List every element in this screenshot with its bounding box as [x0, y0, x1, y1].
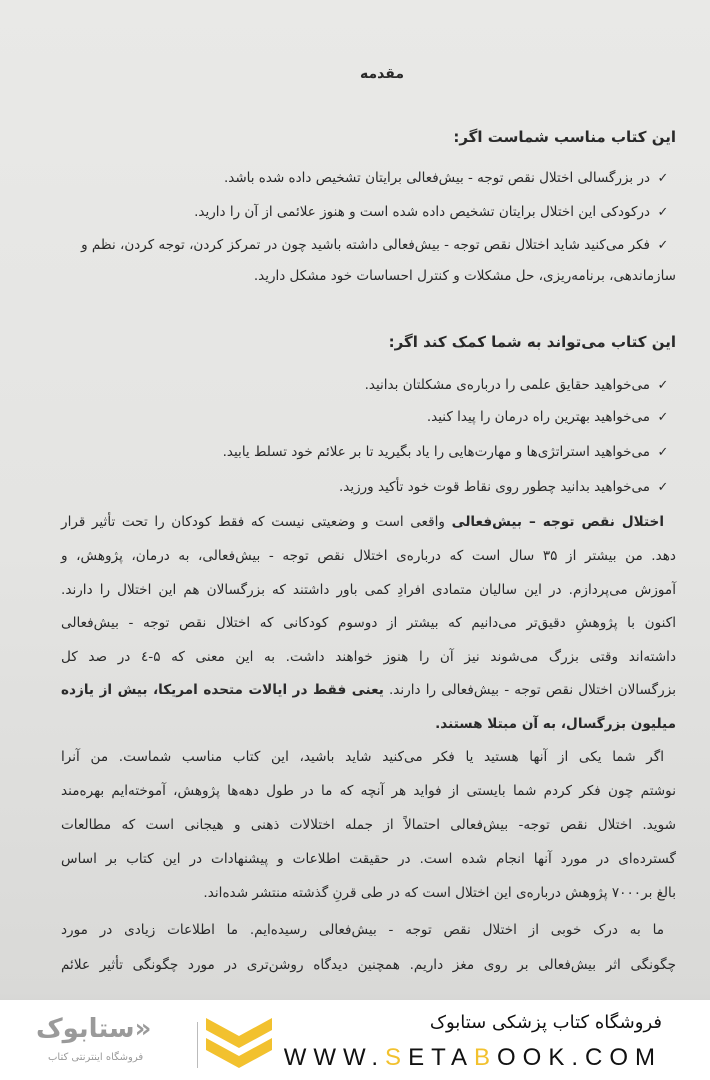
checkmark-icon: ✓ [657, 238, 669, 253]
text-segment: چگونگی اثر بیش‌فعالی بر روی مغز داریم. همچنین دیدگاه روشن‌تری در مورد چگونگی تأثیر علائم [61, 957, 676, 973]
text-segment: واقعی است و وضعیتی نیست که فقط کودکان را تحت تأثیر قرار [61, 514, 452, 530]
bullet-item: ✓فکر می‌کنید شاید اختلال نقص توجه - بیش‌فعالی داشته باشید چون در تمرکز کردن، توجه کردن، نظم و سازماندهی، برنامه‌ریزی، حل مشکلات و کنترل احساسات خود مشکل دارید. [36, 230, 676, 291]
text-segment: شوید. اختلال نقص توجه- بیش‌فعالی احتمالاً از جمله اختلالات ذهنی و هیجانی است که مطالعات [61, 817, 676, 833]
section-heading-suitable: این کتاب مناسب شماست اگر: [453, 128, 676, 146]
bold-text-segment: یعنی فقط در ایالات متحده امریکا، بیش از یازده [61, 682, 384, 698]
checkmark-icon: ✓ [657, 171, 669, 186]
text-segment: داشته‌اند وقتی بزرگ می‌شوند نیز آن را هنوز خواهند داشت. به این معنی که ۵-٤ در صد کل [61, 649, 676, 665]
body-text-line [61, 815, 676, 835]
body-text-line [61, 580, 676, 600]
checkmark-icon: ✓ [657, 378, 669, 393]
checkmark-icon: ✓ [657, 205, 669, 220]
body-text-line [61, 747, 664, 767]
bullet-item: ✓می‌خواهید استراتژی‌ها و مهارت‌هایی را یاد بگیرید تا بر علائم خود تسلط یابید. [36, 437, 676, 468]
body-text-line [61, 613, 676, 633]
bullet-item: ✓درکودکی این اختلال برایتان تشخیص داده شده است و هنوز علائمی از آن را دارید. [36, 197, 676, 228]
store-logo-wordmark: «ستابوک [36, 1014, 152, 1044]
body-text-line [61, 920, 664, 940]
bullet-item: ✓می‌خواهید بهترین راه درمان را پیدا کنید. [36, 402, 676, 433]
text-segment: دهد. من بیشتر از ۳۵ سال است که درباره‌ی اختلال نقص توجه - بیش‌فعالی، به درمان، پژوهش، و [61, 548, 676, 564]
text-segment: گسترده‌ای در مورد آنها انجام شده است. در حقیقت اطلاعات و پیشنهادات در این کتاب بر اساس [61, 851, 676, 867]
text-segment: بالغ بر۷۰۰۰ پژوهش درباره‌ی این اختلال است که در طی قرنِ گذشته منتشر شده‌اند. [203, 885, 676, 901]
body-text-line [61, 714, 676, 734]
bullet-item: ✓می‌خواهید بدانید چطور روی نقاط قوت خود تأکید ورزید. [36, 472, 676, 503]
logo-divider [197, 1022, 198, 1068]
double-chevron-icon: « [134, 1014, 152, 1044]
text-segment: نوشتم چون فکر کردم شما بایستی از فواید هر آنچه که ما در طول دهه‌ها پژوهش، آموخته‌ایم بهره‌مند [61, 783, 676, 799]
body-text-line [61, 546, 676, 566]
store-url[interactable]: WWW.SETABOOK.COM [283, 1044, 662, 1071]
store-footer-banner [0, 1000, 710, 1080]
checkmark-icon: ✓ [657, 480, 669, 495]
text-segment: ما به درک خوبی از اختلال نقص توجه - بیش‌فعالی رسیده‌ایم. ما اطلاعات زیادی در مورد [61, 922, 664, 938]
checkmark-icon: ✓ [657, 410, 669, 425]
text-segment: اگر شما یکی از آنها هستید یا فکر می‌کنید شاید باشید، این کتاب مناسب شماست. من آنرا [61, 749, 664, 765]
page-title: مقدمه [360, 66, 404, 82]
bullet-item: ✓می‌خواهید حقایق علمی را درباره‌ی مشکلتان بدانید. [36, 370, 676, 401]
section-heading-helps: این کتاب می‌تواند به شما کمک کند اگر: [388, 333, 676, 351]
chevron-logo-icon [204, 1016, 274, 1074]
bullet-item: ✓در بزرگسالی اختلال نقص توجه - بیش‌فعالی برایتان تشخیص داده شده باشد. [36, 163, 676, 194]
body-text-line [61, 647, 676, 667]
body-text-line [61, 512, 664, 532]
bold-text-segment: اختلال نقص توجه – بیش‌فعالی [451, 514, 664, 530]
text-segment: بزرگسالان اختلال نقص توجه - بیش‌فعالی را دارند. [383, 682, 676, 698]
bold-text-segment: میلیون بزرگسال، به آن مبتلا هستند. [435, 716, 676, 732]
body-text-line [61, 680, 676, 700]
text-segment: آموزش می‌پردازم. در این سالیان متمادی افرادِ کمی باور داشتند که بزرگسالان هم این اختلال را دارند. [61, 582, 676, 598]
body-text-line [61, 781, 676, 801]
body-text-line [61, 883, 676, 903]
store-name: فروشگاه کتاب پزشکی ستابوک [429, 1012, 662, 1033]
text-segment: اکنون با پژوهشِ دقیق‌تر می‌دانیم که بیشتر از دوسوم کودکانی که اختلال نقص توجه - بیش‌فعالی [61, 615, 676, 631]
store-logo-subtitle: فروشگاه اینترنتی کتاب [48, 1052, 144, 1063]
checkmark-icon: ✓ [657, 445, 669, 460]
body-text-line [61, 849, 676, 869]
body-text-line [61, 955, 676, 975]
